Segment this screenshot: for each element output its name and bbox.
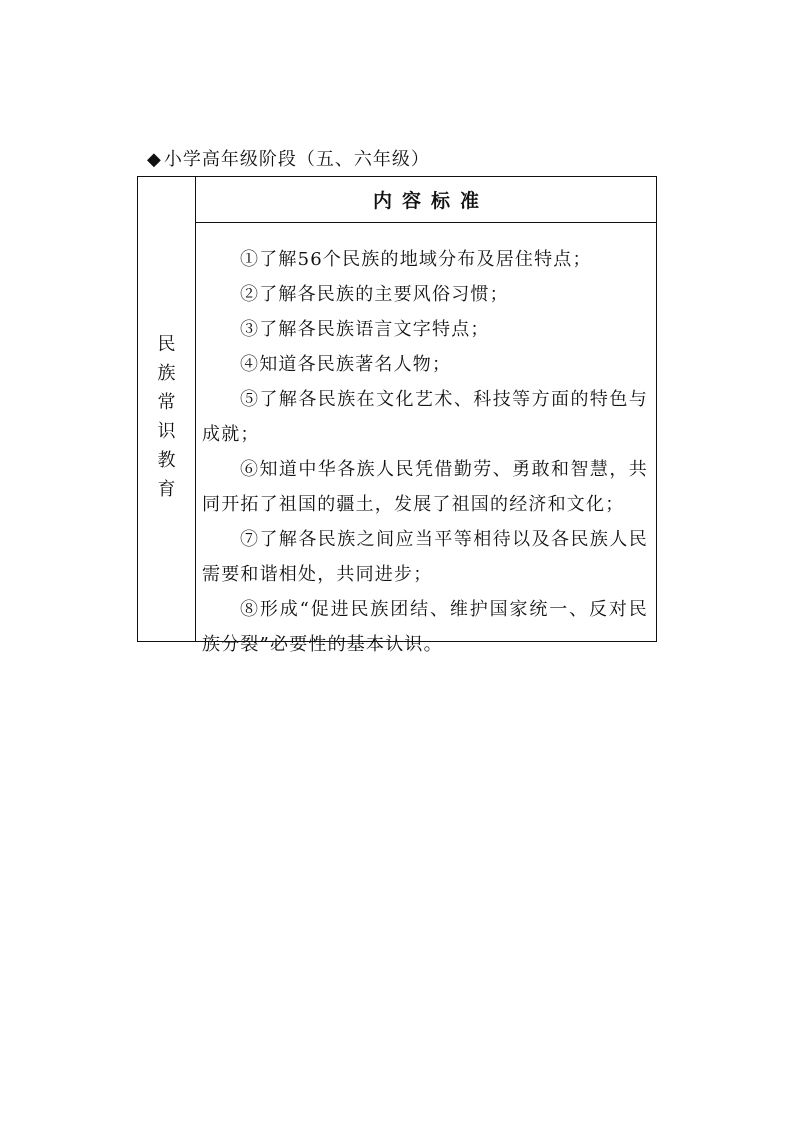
standard-item-6: ⑥知道中华各族人民凭借勤劳、勇敢和智慧，共同开拓了祖国的疆土，发展了祖国的经济和文化； xyxy=(202,459,648,515)
standard-item-3: ③了解各民族语言文字特点； xyxy=(240,319,490,340)
category-cell xyxy=(138,177,196,641)
standard-item-2: ②了解各民族的主要风俗习惯； xyxy=(240,284,509,305)
standard-item-7: ⑦了解各民族之间应当平等相待以及各民族人民需要和谐相处，共同进步； xyxy=(202,529,648,585)
column-header: 内容标准 xyxy=(196,177,656,223)
standard-item-8: ⑧形成“促进民族团结、维护国家统一、反对民族分裂”必要性的基本认识。 xyxy=(202,599,648,655)
standard-item-1: ①了解56个民族的地域分布及居住特点； xyxy=(240,249,592,270)
standard-item-5: ⑤了解各民族在文化艺术、科技等方面的特色与成就； xyxy=(202,389,648,445)
section-heading-text: 小学高年级阶段（五、六年级） xyxy=(163,149,430,170)
content-standards-list xyxy=(196,223,656,662)
section-heading xyxy=(147,147,430,173)
diamond-bullet-icon: ◆ xyxy=(147,149,162,170)
standards-table xyxy=(137,176,657,655)
standard-item-4: ④知道各民族著名人物； xyxy=(240,354,452,375)
content-column xyxy=(196,177,656,655)
category-label: 民族常识教育 xyxy=(157,334,176,500)
